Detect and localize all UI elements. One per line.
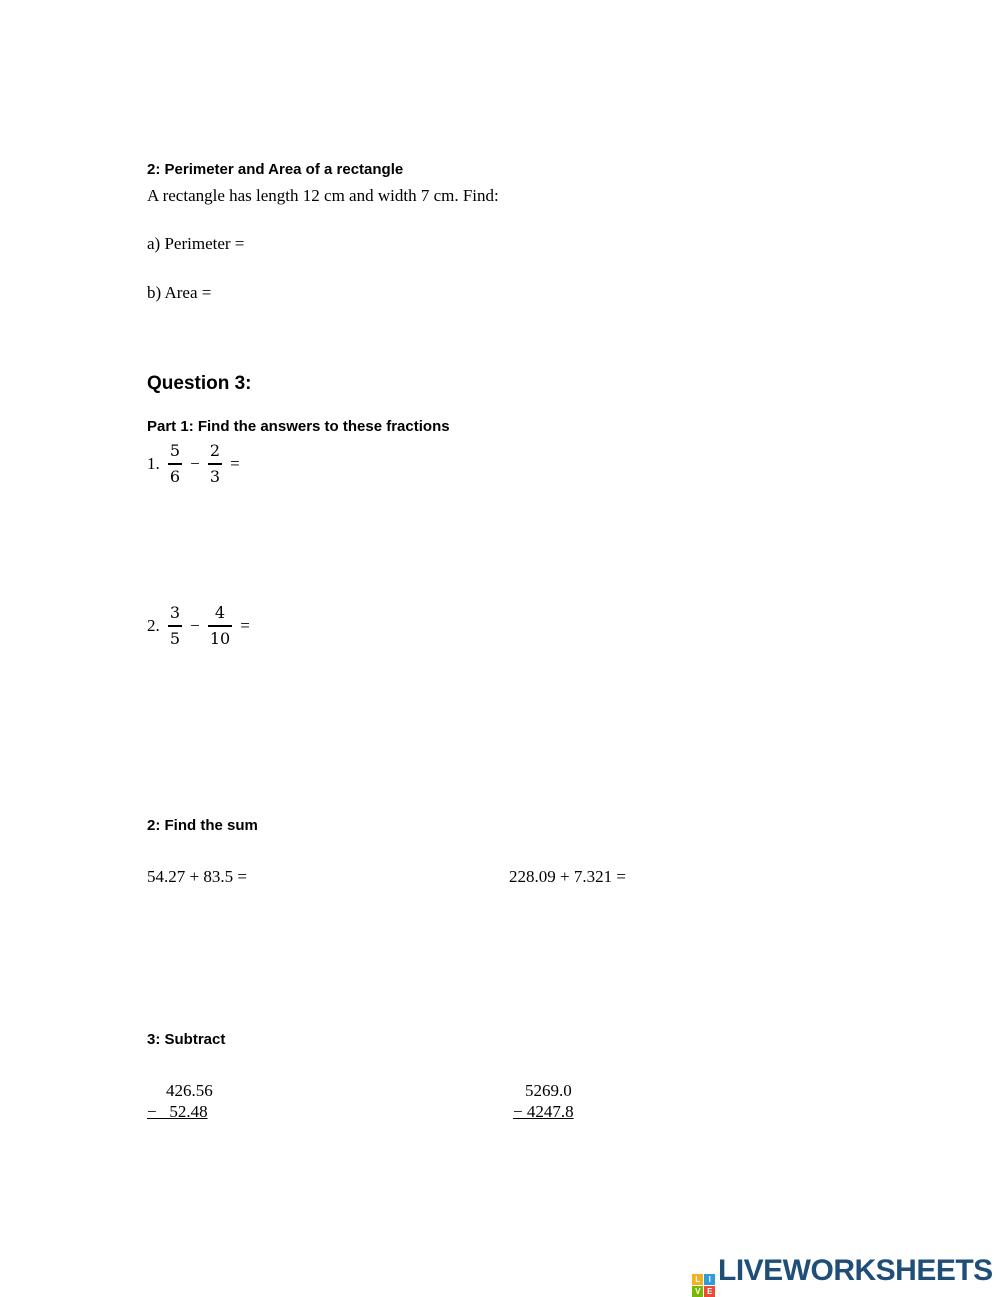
logo-wordmark: LIVEWORKSHEETS — [718, 1254, 993, 1287]
fraction-5-6 — [168, 441, 182, 487]
problem-1-label: 1. — [147, 453, 160, 473]
liveworksheets-logo — [692, 1254, 993, 1297]
minus-sign: − — [190, 453, 200, 473]
minus-sign: − — [190, 615, 200, 635]
denominator: 10 — [209, 628, 231, 648]
rectangle-section-heading: 2: Perimeter and Area of a rectangle — [147, 161, 404, 178]
fraction-problem-1 — [147, 441, 243, 487]
subtract-left-subtrahend: − 52.48 — [147, 1102, 208, 1121]
subtract-right-minuend: 5269.0 — [525, 1081, 572, 1100]
fraction-3-5 — [168, 603, 182, 649]
fraction-4-10 — [208, 603, 232, 649]
problem-2-label: 2. — [147, 615, 160, 635]
fraction-bar — [208, 463, 222, 465]
logo-mark-e: E — [704, 1286, 715, 1297]
area-prompt: b) Area = — [147, 283, 212, 302]
fraction-bar — [168, 463, 182, 465]
numerator: 2 — [209, 441, 220, 460]
fractions-part-heading: Part 1: Find the answers to these fractions — [147, 418, 450, 435]
fraction-2-3 — [208, 441, 222, 487]
question-3-title: Question 3: — [147, 373, 252, 394]
logo-mark-l: L — [692, 1274, 703, 1285]
numerator: 4 — [214, 603, 226, 622]
sum-section-heading: 2: Find the sum — [147, 817, 258, 834]
subtract-left-minuend: 426.56 — [166, 1081, 213, 1100]
sum-problem-right: 228.09 + 7.321 = — [509, 867, 626, 886]
subtract-section-heading: 3: Subtract — [147, 1031, 226, 1048]
fraction-bar — [168, 625, 182, 627]
denominator: 3 — [209, 466, 220, 486]
numerator: 3 — [169, 603, 181, 622]
denominator: 6 — [169, 466, 181, 486]
logo-mark-v: V — [692, 1286, 703, 1297]
fraction-problem-2 — [147, 603, 253, 649]
rectangle-intro-text: A rectangle has length 12 cm and width 7 cm. Find: — [147, 186, 499, 205]
denominator: 5 — [169, 628, 181, 648]
equals-sign: = — [230, 453, 240, 473]
perimeter-prompt: a) Perimeter = — [147, 234, 245, 253]
fraction-bar — [208, 625, 232, 627]
numerator: 5 — [169, 441, 181, 460]
logo-mark-i: I — [704, 1274, 715, 1285]
equals-sign: = — [240, 615, 250, 635]
sum-problem-left: 54.27 + 83.5 = — [147, 867, 247, 886]
subtract-right-subtrahend: − 4247.8 — [513, 1102, 574, 1121]
